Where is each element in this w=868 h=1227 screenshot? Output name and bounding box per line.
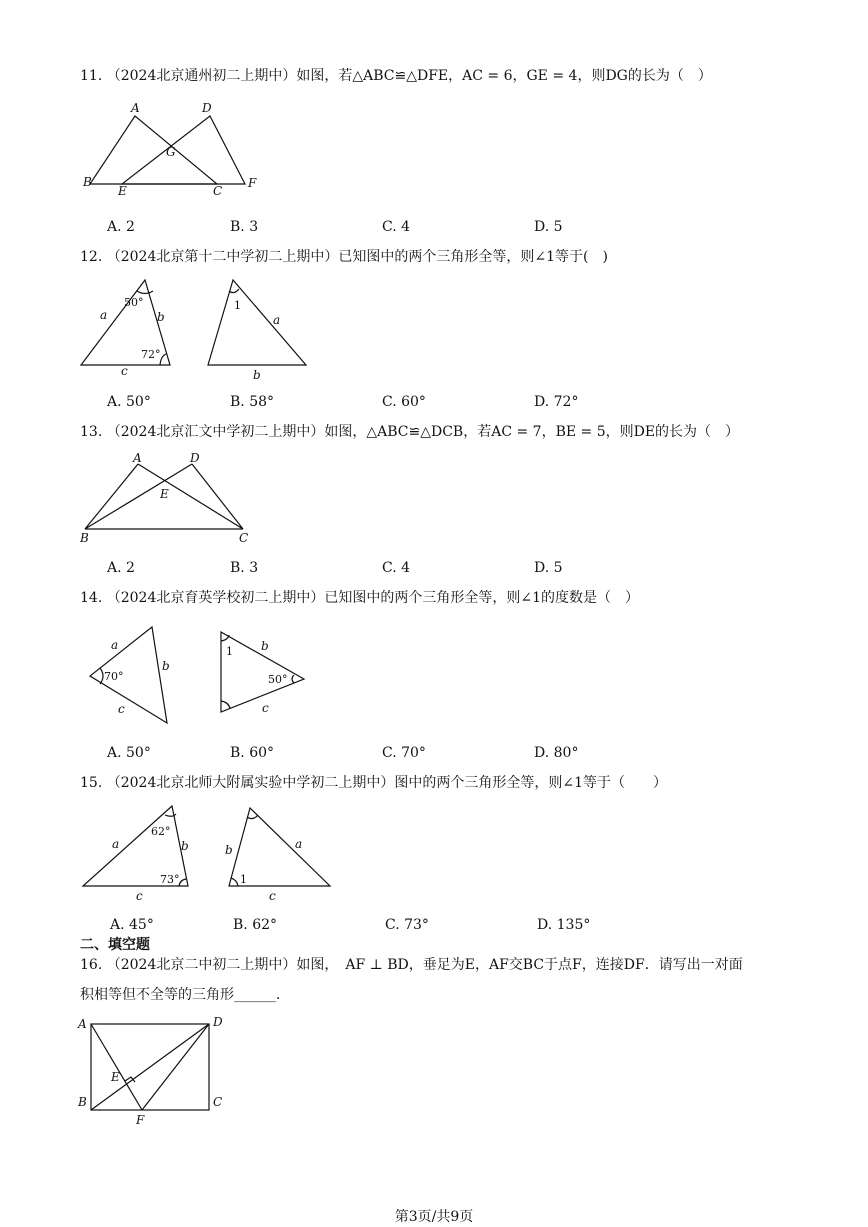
fig12-left-angle-top: 50° — [124, 296, 144, 309]
fig13-label-e: E — [160, 487, 169, 501]
fig11-label-c: C — [213, 184, 223, 198]
fig14-right-angle: 50° — [268, 673, 288, 686]
q13-option-c[interactable]: C. 4 — [382, 560, 411, 576]
q14-option-b[interactable]: B. 60° — [230, 745, 275, 761]
fig13-label-d: D — [190, 451, 200, 465]
fig14-right-angle-1: 1 — [226, 645, 233, 658]
fig14-left-side-b: b — [162, 659, 170, 673]
q14-option-d[interactable]: D. 80° — [534, 745, 579, 761]
figure-q15 — [80, 803, 340, 908]
q14-option-a[interactable]: A. 50° — [107, 745, 151, 761]
fig16-label-c: C — [213, 1095, 223, 1109]
fig15-left-side-c: c — [136, 889, 143, 903]
fig12-left-side-b: b — [157, 310, 165, 324]
figure-q14 — [80, 620, 320, 730]
q13-option-a[interactable]: A. 2 — [107, 560, 135, 576]
q11-option-d[interactable]: D. 5 — [534, 219, 563, 235]
fig13-label-b: B — [80, 531, 89, 545]
question-11-text: 11. （2024北京通州初二上期中）如图，若△ABC≌△DFE，AC = 6，GE = 4，则DG的长为（ ） — [80, 68, 712, 84]
fig12-left-side-a: a — [100, 308, 108, 322]
q11-option-b[interactable]: B. 3 — [230, 219, 259, 235]
page-footer: 第3页/共9页 — [394, 1209, 474, 1225]
fig12-right-side-b: b — [253, 368, 261, 382]
fig12-right-side-a: a — [273, 313, 281, 327]
fig11-label-f: F — [248, 176, 257, 190]
question-16-line2: 积相等但不全等的三角形______． — [80, 987, 290, 1003]
q12-option-c[interactable]: C. 60° — [382, 394, 426, 410]
fig14-left-side-a: a — [111, 638, 119, 652]
fig13-label-c: C — [239, 531, 249, 545]
figure-q13 — [80, 450, 270, 545]
fig12-left-angle-bottom: 72° — [141, 348, 161, 361]
question-12-text: 12. （2024北京第十二中学初二上期中）已知图中的两个三角形全等，则∠1等于( ) — [80, 249, 608, 265]
question-14-text: 14. （2024北京育英学校初二上期中）已知图中的两个三角形全等，则∠1的度数是（ ） — [80, 590, 639, 606]
q15-option-c[interactable]: C. 73° — [385, 917, 429, 933]
fig15-left-angle-top: 62° — [151, 825, 171, 838]
fig11-label-a: A — [131, 101, 140, 115]
fig15-right-side-a: a — [295, 837, 303, 851]
q15-option-b[interactable]: B. 62° — [233, 917, 278, 933]
fig16-label-a: A — [78, 1017, 87, 1031]
q11-option-a[interactable]: A. 2 — [107, 219, 135, 235]
fig12-left-side-c: c — [121, 364, 128, 378]
q13-option-b[interactable]: B. 3 — [230, 560, 259, 576]
figure-q11 — [80, 98, 270, 198]
fig15-left-angle-bottom: 73° — [160, 873, 180, 886]
fig16-label-e: E — [111, 1070, 120, 1084]
fig12-right-angle-1: 1 — [234, 299, 241, 312]
q15-option-d[interactable]: D. 135° — [537, 917, 591, 933]
figure-q16 — [78, 1014, 238, 1127]
fig11-label-g: G — [166, 145, 176, 159]
fig13-label-a: A — [133, 451, 142, 465]
fig14-right-side-b: b — [261, 639, 269, 653]
q15-option-a[interactable]: A. 45° — [110, 917, 154, 933]
q14-option-c[interactable]: C. 70° — [382, 745, 426, 761]
q13-option-d[interactable]: D. 5 — [534, 560, 563, 576]
fig15-left-side-b: b — [181, 839, 189, 853]
fig14-left-angle: 70° — [104, 670, 124, 683]
fig15-right-side-c: c — [269, 889, 276, 903]
fig15-right-side-b: b — [225, 843, 233, 857]
fig15-left-side-a: a — [112, 837, 120, 851]
figure-q12 — [80, 276, 320, 386]
fig16-label-f: F — [136, 1113, 145, 1127]
fig11-label-d: D — [202, 101, 212, 115]
section-title-fill-in: 二、填空题 — [80, 937, 150, 953]
q12-option-a[interactable]: A. 50° — [107, 394, 151, 410]
fig16-label-d: D — [213, 1015, 223, 1029]
fig14-right-side-c: c — [262, 701, 269, 715]
q11-option-c[interactable]: C. 4 — [382, 219, 411, 235]
question-16-line1: 16. （2024北京二中初二上期中）如图， AF ⊥ BD，垂足为E，AF交BC于点F，连接DF．请写出一对面 — [80, 957, 743, 973]
fig11-label-b: B — [83, 175, 92, 189]
q12-option-b[interactable]: B. 58° — [230, 394, 275, 410]
question-15-text: 15. （2024北京北师大附属实验中学初二上期中）图中的两个三角形全等，则∠1等于（ ） — [80, 775, 667, 791]
fig15-right-angle-1: 1 — [240, 873, 247, 886]
question-13-text: 13. （2024北京汇文中学初二上期中）如图，△ABC≌△DCB，若AC = 7，BE = 5，则DE的长为（ ） — [80, 424, 740, 440]
fig16-label-b: B — [78, 1095, 87, 1109]
fig11-label-e: E — [118, 184, 127, 198]
q12-option-d[interactable]: D. 72° — [534, 394, 579, 410]
fig14-left-side-c: c — [118, 702, 125, 716]
